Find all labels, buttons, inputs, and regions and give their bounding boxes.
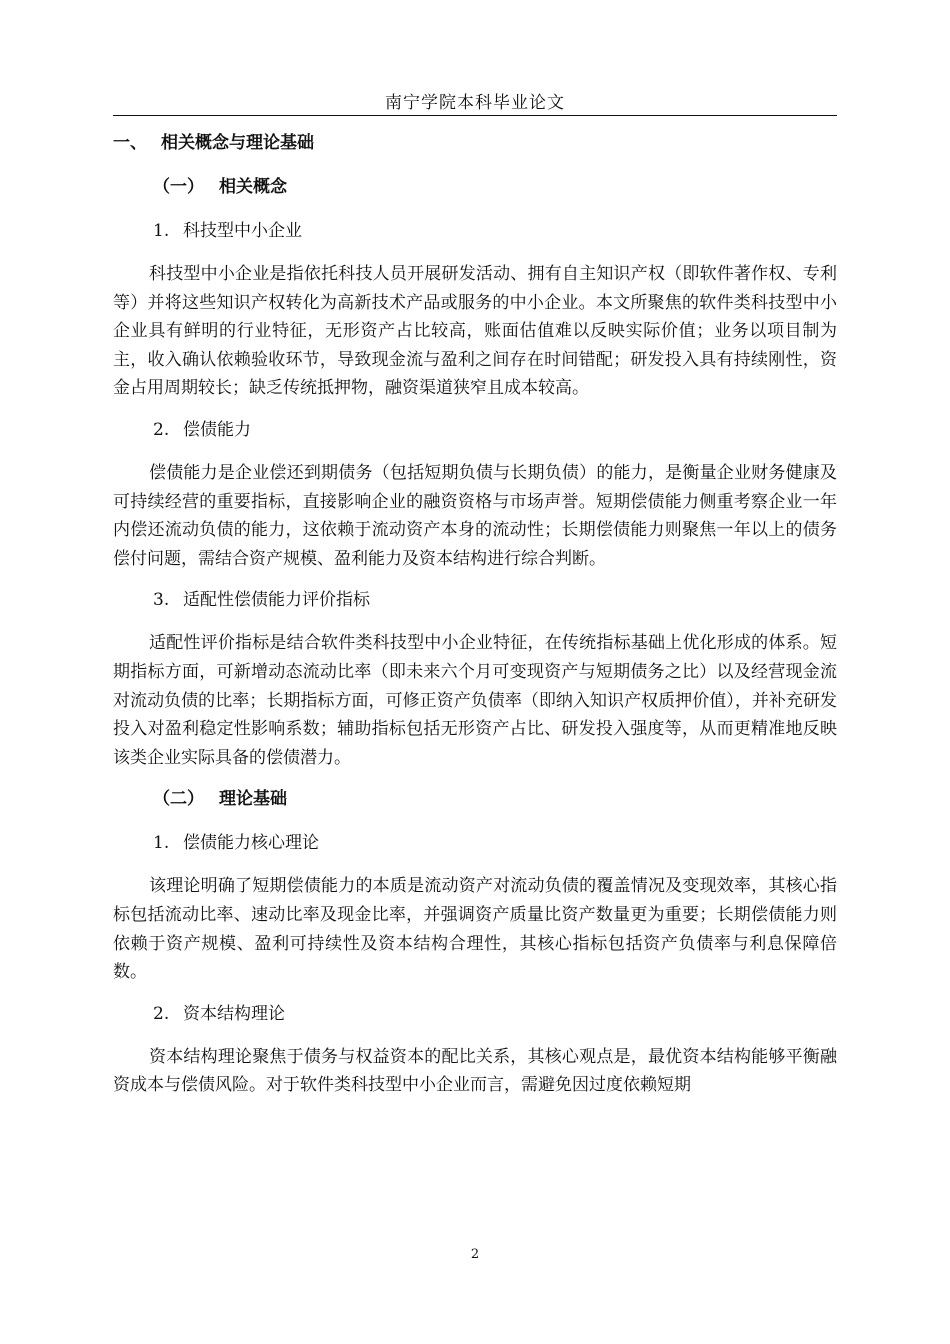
item-heading-tech-sme (113, 214, 837, 248)
section-heading (113, 126, 837, 160)
item-number: 2. (153, 419, 170, 440)
subsection-title: 相关概念 (219, 177, 287, 197)
section-number: 一、 (113, 133, 147, 153)
subsection-title: 理论基础 (219, 789, 287, 810)
item-title: 科技型中小企业 (183, 221, 302, 241)
item-heading-solvency-theory (113, 826, 837, 860)
subsection-number: （二） (153, 789, 204, 810)
subsection-heading-theory (113, 782, 837, 816)
paragraph-adaptive-indicators: 适配性评价指标是结合软件类科技型中小企业特征，在传统指标基础上优化形成的体系。短期指标方面，可新增动态流动比率（即未来六个月可变现资产与短期债务之比）以及经营现金流对流动负债的比率；长期指标方面，可修正资产负债率（即纳入知识产权质押价值），并补充研发投入对盈利稳定性影响系数；辅助指标包括无形资产占比、研发投入强度等，从而更精准地反映该类企业实际具备的偿债潜力。 (113, 633, 837, 768)
item-title: 资本结构理论 (183, 1003, 285, 1024)
item-title: 偿债能力 (183, 419, 251, 440)
paragraph-solvency-theory: 该理论明确了短期偿债能力的本质是流动资产对流动负债的覆盖情况及变现效率，其核心指标包括流动比率、速动比率及现金比率，并强调资产质量比资产数量更为重要；长期偿债能力则依赖于资产规模、盈利可持续性及资本结构合理性，其核心指标包括资产负债率与利息保障倍数。 (113, 876, 837, 983)
item-heading-solvency (113, 413, 837, 447)
item-heading-capital-structure (113, 997, 837, 1031)
running-header: 南宁学院本科毕业论文 (385, 93, 565, 113)
subsection-heading-concepts (113, 170, 837, 204)
item-number: 1. (153, 833, 170, 854)
item-heading-adaptive-indicators (113, 583, 837, 617)
item-title: 偿债能力核心理论 (183, 833, 319, 854)
section-title: 相关概念与理论基础 (161, 133, 314, 153)
header-divider (113, 115, 837, 116)
page-number: 2 (470, 1247, 480, 1262)
subsection-number: （一） (153, 177, 204, 197)
item-number: 3. (153, 590, 170, 611)
item-title: 适配性偿债能力评价指标 (183, 590, 370, 611)
item-number: 2. (153, 1003, 170, 1024)
page-body (113, 126, 837, 1100)
paragraph-solvency: 偿债能力是企业偿还到期债务（包括短期负债与长期负债）的能力，是衡量企业财务健康及可持续经营的重要指标，直接影响企业的融资资格与市场声誉。短期偿债能力侧重考察企业一年内偿还流动负债的能力，这依赖于流动资产本身的流动性；长期偿债能力则聚焦一年以上的债务偿付问题，需结合资产规模、盈利能力及资本结构进行综合判断。 (113, 462, 837, 569)
paragraph-tech-sme: 科技型中小企业是指依托科技人员开展研发活动、拥有自主知识产权（即软件著作权、专利等）并将这些知识产权转化为高新技术产品或服务的中小企业。本文所聚焦的软件类科技型中小企业具有鲜明的行业特征，无形资产占比较高，账面估值难以反映实际价值；业务以项目制为主，收入确认依赖验收环节，导致现金流与盈利之间存在时间错配；研发投入具有持续刚性，资金占用周期较长；缺乏传统抵押物，融资渠道狭窄且成本较高。 (113, 264, 837, 399)
item-number: 1. (153, 221, 170, 241)
paragraph-capital-structure: 资本结构理论聚焦于债务与权益资本的配比关系，其核心观点是，最优资本结构能够平衡融资成本与偿债风险。对于软件类科技型中小企业而言，需避免因过度依赖短期 (113, 1046, 837, 1096)
